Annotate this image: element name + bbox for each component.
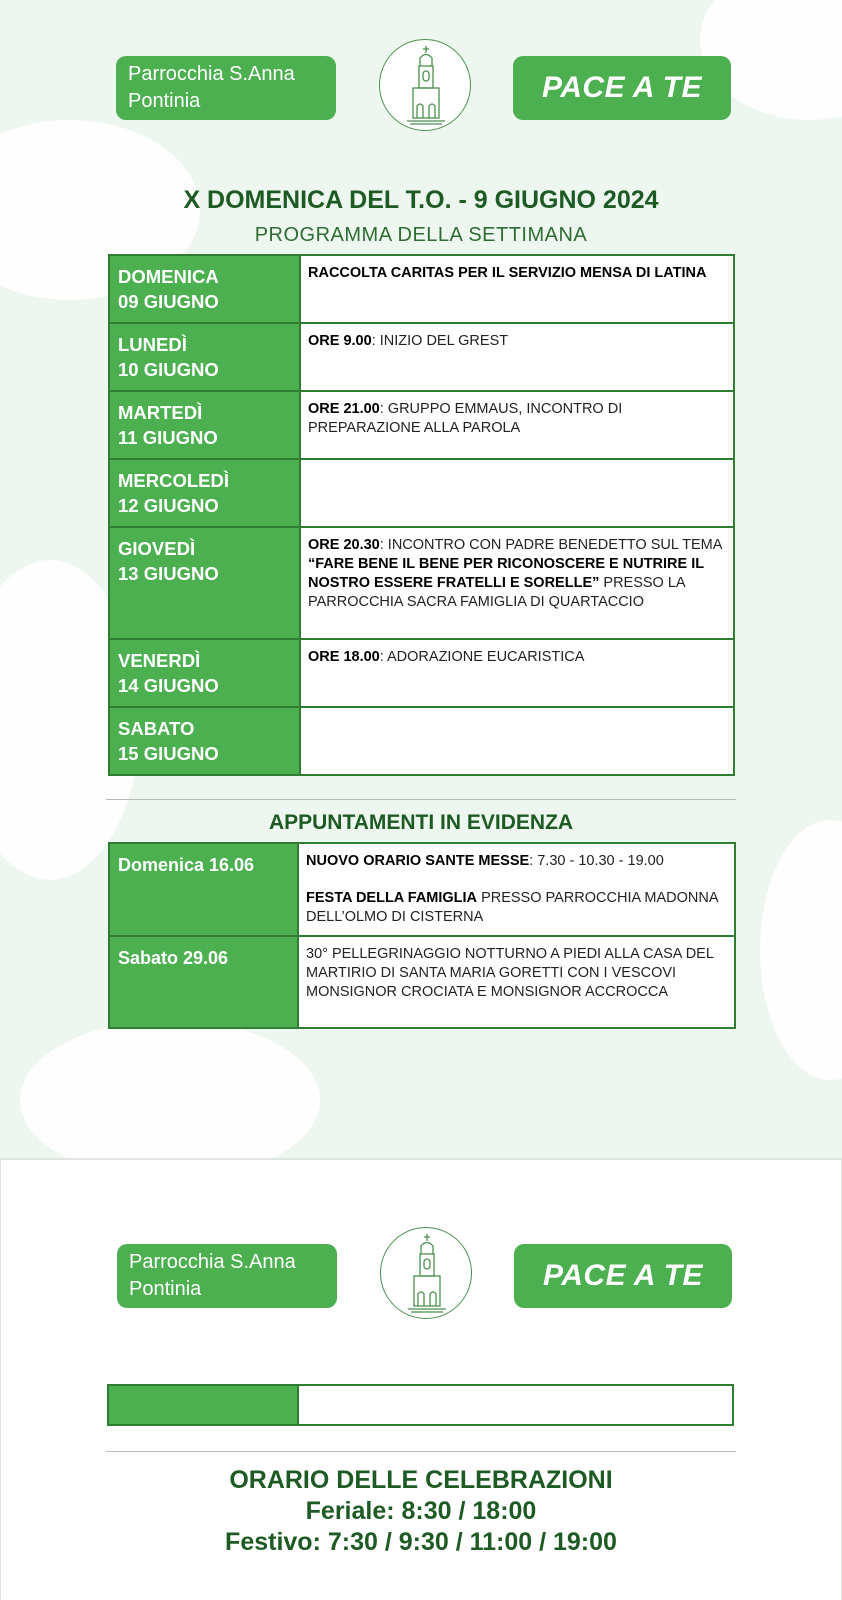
schedule-event-cell [300,391,734,459]
celebrations-title: ORARIO DELLE CELEBRAZIONI [229,1466,613,1494]
empty-day-cell [109,1386,299,1424]
schedule-event-cell [300,639,734,707]
holiday-mass-times: Festivo: 7:30 / 9:30 / 11:00 / 19:00 [225,1528,617,1556]
map-shape-decoration [760,820,842,1080]
event-text: : ADORAZIONE EUCARISTICA [379,649,585,665]
event-time: ORE 9.00 [308,333,372,349]
schedule-row [109,323,734,391]
day-name: SABATO [118,718,195,739]
page-subtitle: PROGRAMMA DELLA SETTIMANA [254,224,588,246]
highlights-table [108,842,736,1029]
event-theme: “FARE BENE IL BENE PER RICONOSCERE E NUTRIRE IL NOSTRO ESSERE FRATELLI E SORELLE” [308,556,704,591]
celebrations-schedule [0,1465,842,1558]
event-time: ORE 20.30 [308,537,380,553]
page-title: X DOMENICA DEL T.O. - 9 GIUGNO 2024 [183,186,659,214]
schedule-day-cell [109,459,300,527]
highlight-line-2-bold: FESTA DELLA FAMIGLIA [306,890,478,906]
schedule-day-cell [109,639,300,707]
schedule-event-cell [300,707,734,775]
highlight-line-1 [306,852,727,871]
event-text: : INIZIO DEL GREST [371,333,509,349]
event-time: ORE 21.00 [308,401,380,417]
highlight-row [109,936,735,1028]
schedule-day-cell [109,323,300,391]
highlight-event-cell [298,843,735,936]
parish-name-line2: Pontinia [129,1278,202,1300]
day-name: GIOVEDÌ [118,538,196,559]
event-text: : GRUPPO EMMAUS, INCONTRO DI PREPARAZIONE ALLA PAROLA [308,401,623,436]
church-logo [379,39,471,131]
schedule-day-cell [109,527,300,639]
schedule-row [109,255,734,323]
highlight-line-2-text: PRESSO PARROCCHIA MADONNA DELL’OLMO DI CISTERNA [306,890,718,925]
map-shape-decoration [20,1020,320,1158]
day-date: 13 GIUGNO [118,563,219,584]
schedule-event-cell [300,527,734,639]
day-date: 09 GIUGNO [118,291,219,312]
motto-badge: PACE A TE [514,1244,732,1308]
event-time: ORE 18.00 [308,649,380,665]
day-date: 11 GIUGNO [118,427,218,448]
event-text: : INCONTRO CON PADRE BENEDETTO SUL TEMA [379,537,722,553]
schedule-row [109,527,734,639]
highlight-line-1-text: : 7.30 - 10.30 - 19.00 [529,853,664,869]
header-repeat [1,1234,842,1334]
highlight-event-cell [298,936,735,1028]
parish-name-line1: Parrocchia S.Anna [129,1251,296,1273]
weekly-schedule-table [108,254,735,776]
day-name: LUNEDÌ [118,334,187,355]
section-divider [106,799,736,800]
event-location: PRESSO LA PARROCCHIA SACRA FAMIGLIA DI QUARTACCIO [308,575,685,610]
section-divider [106,1451,736,1452]
day-date: 10 GIUGNO [118,359,219,380]
day-name: VENERDÌ [118,650,201,671]
highlight-date-cell [109,936,298,1028]
highlights-title: APPUNTAMENTI IN EVIDENZA [268,811,574,834]
highlight-line-1-bold: NUOVO ORARIO SANTE MESSE [306,853,530,869]
schedule-row [109,639,734,707]
schedule-day-cell [109,391,300,459]
highlight-date-cell [109,843,298,936]
church-bell-tower-icon [380,40,472,132]
schedule-event-cell [300,459,734,527]
parish-name-badge [117,1244,337,1308]
weekday-mass-times: Feriale: 8:30 / 18:00 [305,1497,537,1525]
highlight-line-1 [306,945,727,1002]
schedule-row [109,707,734,775]
parish-name-badge [116,56,336,120]
schedule-row [109,391,734,459]
schedule-day-cell [109,255,300,323]
day-date: 14 GIUGNO [118,675,219,696]
day-date: 12 GIUGNO [118,495,219,516]
schedule-event-cell [300,255,734,323]
motto-badge: PACE A TE [513,56,731,120]
event-time: RACCOLTA CARITAS PER IL SERVIZIO MENSA DI LATINA [308,265,707,281]
day-name: MERCOLEDÌ [118,470,229,491]
day-date: 15 GIUGNO [118,743,219,764]
schedule-row [109,459,734,527]
highlight-date: Sabato 29.06 [118,948,229,968]
church-bell-tower-icon [381,1228,473,1320]
highlight-date: Domenica 16.06 [118,855,255,875]
empty-schedule-row [107,1384,734,1426]
schedule-day-cell [109,707,300,775]
parish-name-line2: Pontinia [128,90,201,112]
parish-name-line1: Parrocchia S.Anna [128,63,295,85]
schedule-event-cell [300,323,734,391]
highlight-line-2 [306,889,727,927]
church-logo [380,1227,472,1319]
highlight-line-1-text: 30° PELLEGRINAGGIO NOTTURNO A PIEDI ALLA CASA DEL MARTIRIO DI SANTA MARIA GORETTI CON I VESCOVI MONSIGNOR CROCIATA E MONSIGNOR ACCROCCA [306,946,714,1000]
day-name: MARTEDÌ [118,402,203,423]
highlight-row [109,843,735,936]
day-name: DOMENICA [118,266,219,287]
header [0,40,842,140]
